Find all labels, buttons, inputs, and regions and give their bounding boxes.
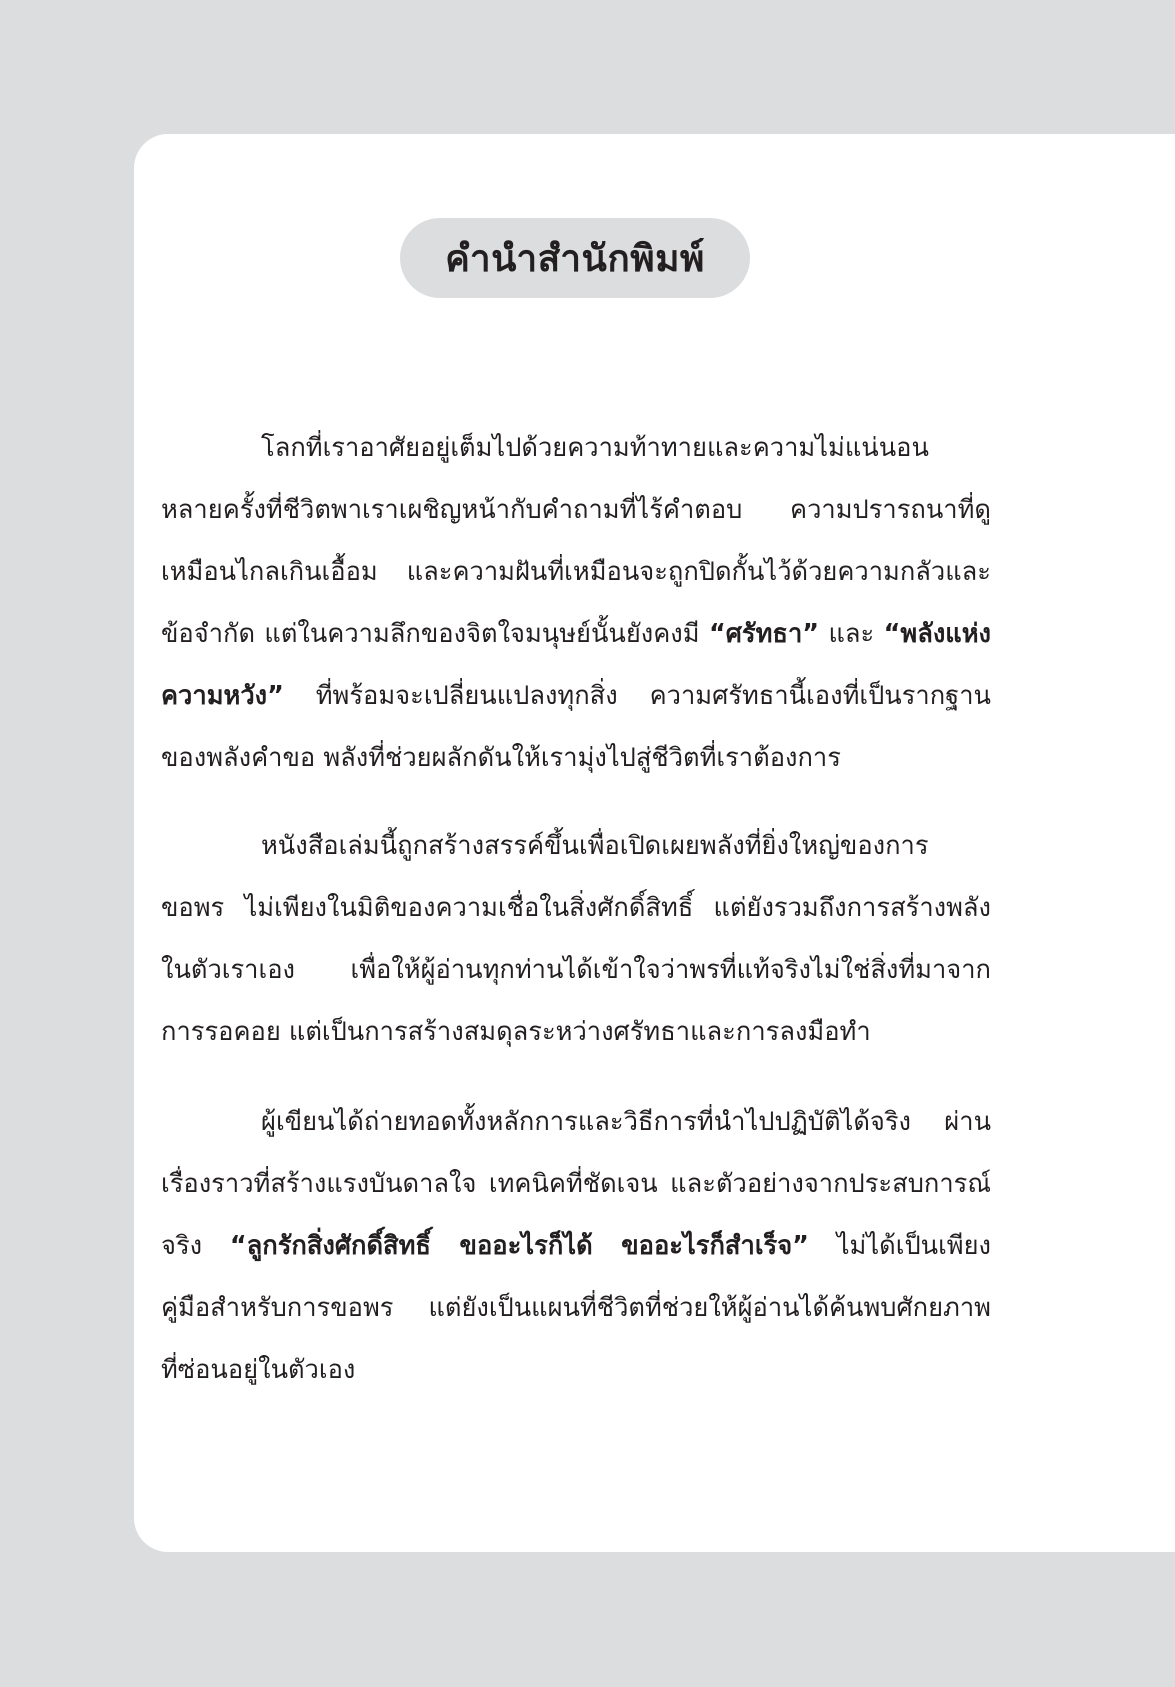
- text-segment: ผู้เขียนได้ถ่ายทอดทั้งหลักการและวิธีการที่นำไปปฏิบัติได้จริง ผ่าน: [261, 1107, 991, 1137]
- text-line: [161, 815, 991, 877]
- text-segment: การรอคอย แต่เป็นการสร้างสมดุลระหว่างศรัทธาและการลงมือทำ: [161, 1017, 871, 1047]
- paragraph-2: [161, 815, 991, 1063]
- bold-emphasis: ความหวัง”: [161, 681, 284, 711]
- text-segment: ไม่ได้เป็นเพียง: [808, 1231, 991, 1261]
- text-segment: หลายครั้งที่ชีวิตพาเราเผชิญหน้ากับคำถามที่ไร้คำตอบ ความปรารถนาที่ดู: [161, 495, 991, 525]
- text-line: [161, 417, 991, 479]
- page-title: คำนำสำนักพิมพ์: [445, 236, 705, 280]
- title-banner: [400, 218, 750, 298]
- text-segment: ข้อจำกัด แต่ในความลึกของจิตใจมนุษย์นั้นยังคงมี: [161, 619, 709, 649]
- text-segment: หนังสือเล่มนี้ถูกสร้างสรรค์ขึ้นเพื่อเปิดเผยพลังที่ยิ่งใหญ่ของการ: [261, 831, 929, 861]
- text-line: [161, 727, 991, 789]
- text-segment: เรื่องราวที่สร้างแรงบันดาลใจ เทคนิคที่ชัดเจน และตัวอย่างจากประสบการณ์: [161, 1169, 991, 1199]
- text-line: [161, 1215, 991, 1277]
- text-line: [161, 541, 991, 603]
- text-line: [161, 877, 991, 939]
- text-segment: จริง: [161, 1231, 230, 1261]
- bold-emphasis: “ศรัทธา”: [708, 619, 820, 649]
- bold-emphasis: “พลังแห่ง: [883, 619, 991, 649]
- text-segment: เหมือนไกลเกินเอื้อม และความฝันที่เหมือนจะถูกปิดกั้นไว้ด้วยความกลัวและ: [161, 557, 991, 587]
- paragraph-3: [161, 1091, 991, 1401]
- text-line: [161, 1091, 991, 1153]
- text-line: [161, 939, 991, 1001]
- bold-emphasis: “ลูกรักสิ่งศักดิ์สิทธิ์ ขออะไรก็ได้ ขออะไรก็สำเร็จ”: [229, 1231, 809, 1261]
- text-line: [161, 665, 991, 727]
- text-line: [161, 1153, 991, 1215]
- paragraph-1: [161, 417, 991, 789]
- text-line: [161, 1339, 991, 1401]
- text-segment: ขอพร ไม่เพียงในมิติของความเชื่อในสิ่งศักดิ์สิทธิ์ แต่ยังรวมถึงการสร้างพลัง: [161, 893, 991, 923]
- text-line: [161, 603, 991, 665]
- text-line: [161, 1001, 991, 1063]
- text-segment: ของพลังคำขอ พลังที่ช่วยผลักดันให้เรามุ่งไปสู่ชีวิตที่เราต้องการ: [161, 743, 841, 773]
- text-segment: คู่มือสำหรับการขอพร แต่ยังเป็นแผนที่ชีวิตที่ช่วยให้ผู้อ่านได้ค้นพบศักยภาพ: [161, 1293, 991, 1323]
- text-segment: ที่ซ่อนอยู่ในตัวเอง: [161, 1355, 356, 1385]
- text-segment: ในตัวเราเอง เพื่อให้ผู้อ่านทุกท่านได้เข้าใจว่าพรที่แท้จริงไม่ใช่สิ่งที่มาจาก: [161, 955, 991, 985]
- text-segment: และ: [819, 619, 884, 649]
- text-line: [161, 479, 991, 541]
- text-segment: โลกที่เราอาศัยอยู่เต็มไปด้วยความท้าทายและความไม่แน่นอน: [261, 433, 929, 463]
- text-line: [161, 1277, 991, 1339]
- text-segment: ที่พร้อมจะเปลี่ยนแปลงทุกสิ่ง ความศรัทธานี้เองที่เป็นรากฐาน: [283, 681, 991, 711]
